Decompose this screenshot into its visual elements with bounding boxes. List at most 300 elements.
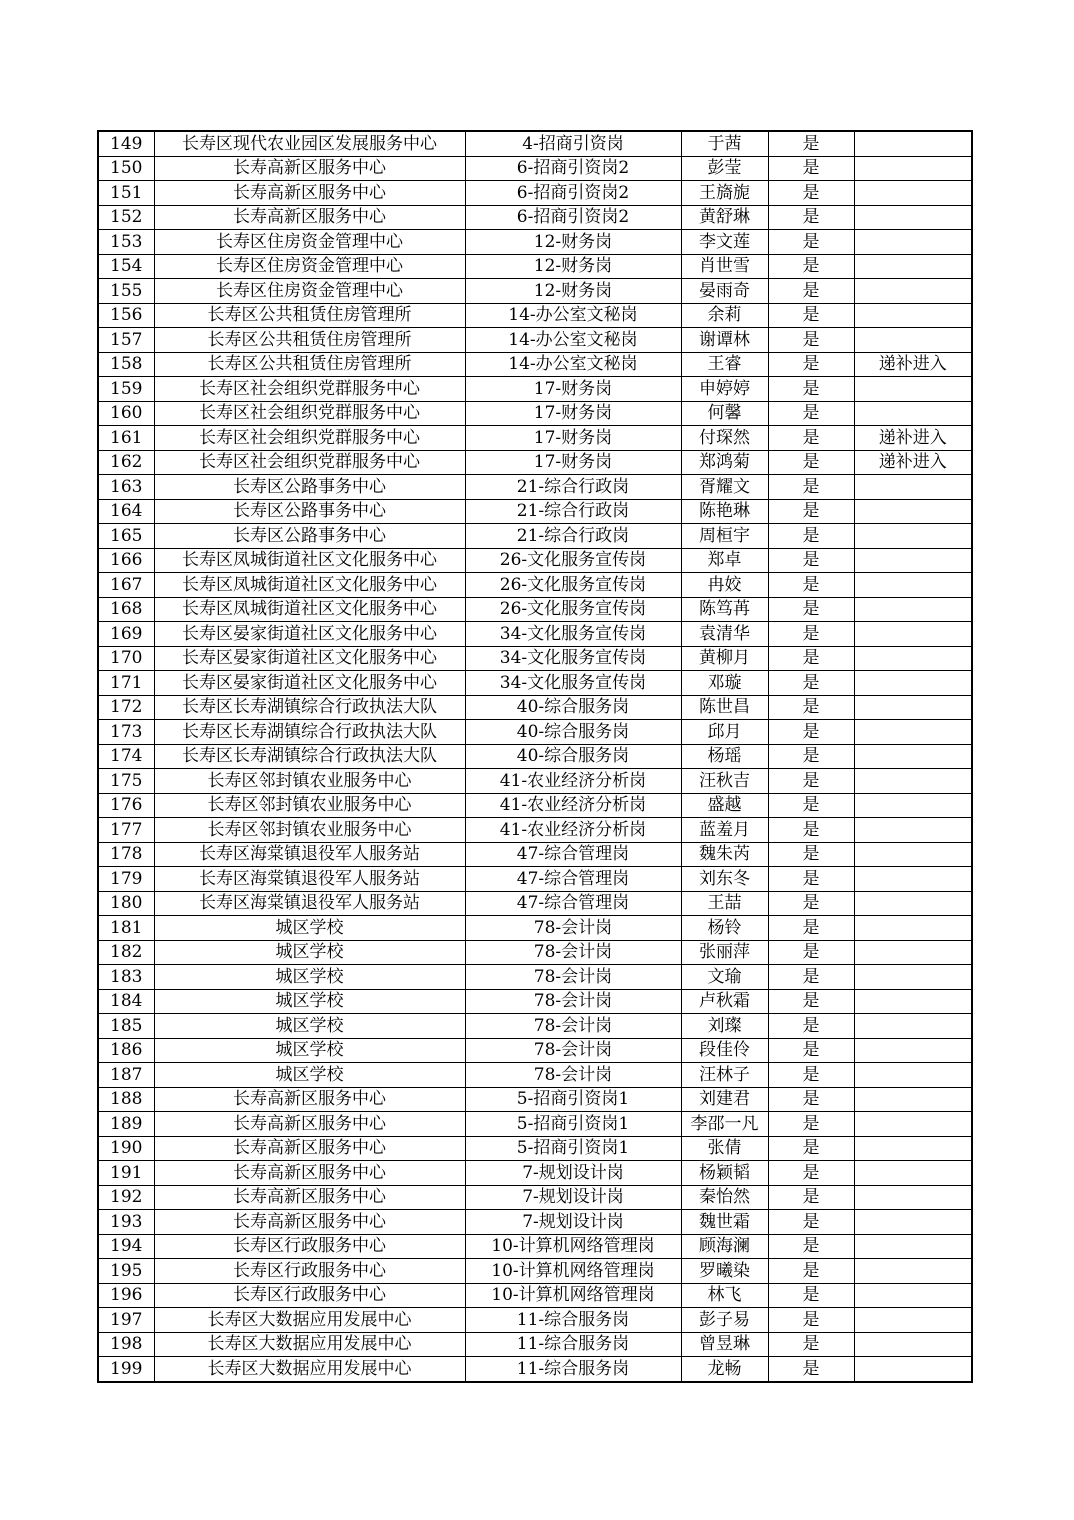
name-cell: 袁清华	[681, 622, 768, 647]
table-row	[98, 131, 972, 156]
remark-cell	[854, 1210, 972, 1235]
remark-cell	[854, 1136, 972, 1161]
remark-cell	[854, 1161, 972, 1186]
row-number-cell: 151	[98, 181, 154, 206]
remark-cell	[854, 328, 972, 353]
qualified-cell: 是	[768, 916, 854, 941]
qualified-cell: 是	[768, 303, 854, 328]
qualified-cell: 是	[768, 891, 854, 916]
position-cell: 10-计算机网络管理岗	[465, 1259, 681, 1284]
row-number-cell: 188	[98, 1087, 154, 1112]
position-cell: 34-文化服务宣传岗	[465, 622, 681, 647]
table-row	[98, 156, 972, 181]
organization-cell: 长寿区邻封镇农业服务中心	[154, 818, 465, 843]
row-number-cell: 156	[98, 303, 154, 328]
roster-sheet	[97, 130, 971, 1383]
remark-cell	[854, 401, 972, 426]
qualified-cell: 是	[768, 646, 854, 671]
organization-cell: 长寿区社会组织党群服务中心	[154, 450, 465, 475]
table-row	[98, 328, 972, 353]
position-cell: 14-办公室文秘岗	[465, 303, 681, 328]
name-cell: 盛越	[681, 793, 768, 818]
organization-cell: 长寿区住房资金管理中心	[154, 254, 465, 279]
table-row	[98, 377, 972, 402]
organization-cell: 长寿区住房资金管理中心	[154, 230, 465, 255]
qualified-cell: 是	[768, 744, 854, 769]
organization-cell: 长寿区大数据应用发展中心	[154, 1332, 465, 1357]
remark-cell	[854, 1063, 972, 1088]
remark-cell	[854, 230, 972, 255]
name-cell: 顾海澜	[681, 1234, 768, 1259]
organization-cell: 城区学校	[154, 1063, 465, 1088]
organization-cell: 长寿区公路事务中心	[154, 524, 465, 549]
qualified-cell: 是	[768, 524, 854, 549]
qualified-cell: 是	[768, 499, 854, 524]
table-row	[98, 499, 972, 524]
qualified-cell: 是	[768, 793, 854, 818]
remark-cell	[854, 303, 972, 328]
remark-cell	[854, 1283, 972, 1308]
name-cell: 谢谭林	[681, 328, 768, 353]
name-cell: 魏朱芮	[681, 842, 768, 867]
row-number-cell: 198	[98, 1332, 154, 1357]
qualified-cell: 是	[768, 1332, 854, 1357]
position-cell: 41-农业经济分析岗	[465, 793, 681, 818]
roster-table-body	[98, 131, 972, 1382]
name-cell: 杨颖韬	[681, 1161, 768, 1186]
remark-cell	[854, 131, 972, 156]
qualified-cell: 是	[768, 720, 854, 745]
row-number-cell: 195	[98, 1259, 154, 1284]
qualified-cell: 是	[768, 1210, 854, 1235]
table-row	[98, 475, 972, 500]
remark-cell: 递补进入	[854, 450, 972, 475]
position-cell: 7-规划设计岗	[465, 1185, 681, 1210]
organization-cell: 长寿区晏家街道社区文化服务中心	[154, 622, 465, 647]
remark-cell	[854, 254, 972, 279]
row-number-cell: 178	[98, 842, 154, 867]
position-cell: 4-招商引资岗	[465, 131, 681, 156]
qualified-cell: 是	[768, 377, 854, 402]
qualified-cell: 是	[768, 1014, 854, 1039]
remark-cell	[854, 916, 972, 941]
name-cell: 冉姣	[681, 573, 768, 598]
name-cell: 付琛然	[681, 426, 768, 451]
row-number-cell: 169	[98, 622, 154, 647]
remark-cell	[854, 156, 972, 181]
row-number-cell: 190	[98, 1136, 154, 1161]
roster-table	[97, 130, 973, 1383]
row-number-cell: 175	[98, 769, 154, 794]
row-number-cell: 164	[98, 499, 154, 524]
position-cell: 78-会计岗	[465, 916, 681, 941]
row-number-cell: 161	[98, 426, 154, 451]
qualified-cell: 是	[768, 156, 854, 181]
remark-cell	[854, 1185, 972, 1210]
name-cell: 龙畅	[681, 1357, 768, 1382]
position-cell: 12-财务岗	[465, 230, 681, 255]
remark-cell	[854, 842, 972, 867]
qualified-cell: 是	[768, 965, 854, 990]
table-row	[98, 1087, 972, 1112]
qualified-cell: 是	[768, 548, 854, 573]
name-cell: 蓝羞月	[681, 818, 768, 843]
qualified-cell: 是	[768, 328, 854, 353]
qualified-cell: 是	[768, 279, 854, 304]
row-number-cell: 193	[98, 1210, 154, 1235]
name-cell: 刘璨	[681, 1014, 768, 1039]
qualified-cell: 是	[768, 1234, 854, 1259]
organization-cell: 城区学校	[154, 916, 465, 941]
qualified-cell: 是	[768, 1063, 854, 1088]
remark-cell	[854, 744, 972, 769]
name-cell: 胥耀文	[681, 475, 768, 500]
name-cell: 邱月	[681, 720, 768, 745]
row-number-cell: 184	[98, 989, 154, 1014]
table-row	[98, 401, 972, 426]
table-row	[98, 352, 972, 377]
table-row	[98, 867, 972, 892]
organization-cell: 长寿区凤城街道社区文化服务中心	[154, 548, 465, 573]
name-cell: 黄舒琳	[681, 205, 768, 230]
name-cell: 周桓宇	[681, 524, 768, 549]
position-cell: 78-会计岗	[465, 989, 681, 1014]
remark-cell	[854, 1308, 972, 1333]
row-number-cell: 186	[98, 1038, 154, 1063]
qualified-cell: 是	[768, 254, 854, 279]
organization-cell: 长寿区凤城街道社区文化服务中心	[154, 573, 465, 598]
name-cell: 陈世昌	[681, 695, 768, 720]
remark-cell	[854, 989, 972, 1014]
row-number-cell: 182	[98, 940, 154, 965]
qualified-cell: 是	[768, 867, 854, 892]
table-row	[98, 1136, 972, 1161]
table-row	[98, 548, 972, 573]
position-cell: 5-招商引资岗1	[465, 1112, 681, 1137]
position-cell: 47-综合管理岗	[465, 891, 681, 916]
name-cell: 汪秋吉	[681, 769, 768, 794]
row-number-cell: 177	[98, 818, 154, 843]
position-cell: 78-会计岗	[465, 940, 681, 965]
organization-cell: 长寿高新区服务中心	[154, 1136, 465, 1161]
position-cell: 6-招商引资岗2	[465, 205, 681, 230]
remark-cell	[854, 891, 972, 916]
table-row	[98, 793, 972, 818]
qualified-cell: 是	[768, 1185, 854, 1210]
row-number-cell: 172	[98, 695, 154, 720]
row-number-cell: 163	[98, 475, 154, 500]
table-row	[98, 1332, 972, 1357]
name-cell: 彭子易	[681, 1308, 768, 1333]
qualified-cell: 是	[768, 818, 854, 843]
table-row	[98, 891, 972, 916]
position-cell: 6-招商引资岗2	[465, 156, 681, 181]
position-cell: 11-综合服务岗	[465, 1357, 681, 1382]
qualified-cell: 是	[768, 695, 854, 720]
qualified-cell: 是	[768, 205, 854, 230]
position-cell: 78-会计岗	[465, 1014, 681, 1039]
table-row	[98, 524, 972, 549]
organization-cell: 长寿区长寿湖镇综合行政执法大队	[154, 720, 465, 745]
position-cell: 21-综合行政岗	[465, 524, 681, 549]
row-number-cell: 165	[98, 524, 154, 549]
remark-cell	[854, 1014, 972, 1039]
qualified-cell: 是	[768, 1161, 854, 1186]
name-cell: 卢秋霜	[681, 989, 768, 1014]
table-row	[98, 940, 972, 965]
position-cell: 10-计算机网络管理岗	[465, 1283, 681, 1308]
position-cell: 21-综合行政岗	[465, 475, 681, 500]
organization-cell: 长寿高新区服务中心	[154, 1185, 465, 1210]
remark-cell	[854, 622, 972, 647]
row-number-cell: 170	[98, 646, 154, 671]
position-cell: 41-农业经济分析岗	[465, 769, 681, 794]
row-number-cell: 179	[98, 867, 154, 892]
table-row	[98, 769, 972, 794]
row-number-cell: 149	[98, 131, 154, 156]
remark-cell	[854, 646, 972, 671]
table-row	[98, 695, 972, 720]
remark-cell	[854, 181, 972, 206]
organization-cell: 长寿高新区服务中心	[154, 205, 465, 230]
organization-cell: 长寿区海棠镇退役军人服务站	[154, 842, 465, 867]
row-number-cell: 189	[98, 1112, 154, 1137]
remark-cell: 递补进入	[854, 426, 972, 451]
organization-cell: 长寿区公共租赁住房管理所	[154, 352, 465, 377]
remark-cell	[854, 279, 972, 304]
table-row	[98, 916, 972, 941]
position-cell: 47-综合管理岗	[465, 867, 681, 892]
organization-cell: 城区学校	[154, 1014, 465, 1039]
row-number-cell: 181	[98, 916, 154, 941]
organization-cell: 长寿区公路事务中心	[154, 499, 465, 524]
row-number-cell: 185	[98, 1014, 154, 1039]
qualified-cell: 是	[768, 1038, 854, 1063]
name-cell: 王睿	[681, 352, 768, 377]
organization-cell: 长寿高新区服务中心	[154, 181, 465, 206]
table-row	[98, 1038, 972, 1063]
remark-cell	[854, 475, 972, 500]
table-row	[98, 1234, 972, 1259]
name-cell: 李邵一凡	[681, 1112, 768, 1137]
qualified-cell: 是	[768, 573, 854, 598]
organization-cell: 长寿区行政服务中心	[154, 1283, 465, 1308]
position-cell: 5-招商引资岗1	[465, 1136, 681, 1161]
table-row	[98, 744, 972, 769]
table-row	[98, 205, 972, 230]
table-row	[98, 622, 972, 647]
remark-cell	[854, 940, 972, 965]
remark-cell	[854, 818, 972, 843]
position-cell: 6-招商引资岗2	[465, 181, 681, 206]
organization-cell: 长寿区社会组织党群服务中心	[154, 426, 465, 451]
name-cell: 王旖旎	[681, 181, 768, 206]
position-cell: 10-计算机网络管理岗	[465, 1234, 681, 1259]
organization-cell: 长寿高新区服务中心	[154, 1210, 465, 1235]
row-number-cell: 191	[98, 1161, 154, 1186]
organization-cell: 长寿区邻封镇农业服务中心	[154, 769, 465, 794]
qualified-cell: 是	[768, 131, 854, 156]
name-cell: 郑卓	[681, 548, 768, 573]
table-row	[98, 1357, 972, 1382]
organization-cell: 长寿区大数据应用发展中心	[154, 1357, 465, 1382]
name-cell: 杨瑶	[681, 744, 768, 769]
remark-cell	[854, 965, 972, 990]
organization-cell: 长寿高新区服务中心	[154, 1087, 465, 1112]
qualified-cell: 是	[768, 940, 854, 965]
remark-cell	[854, 1357, 972, 1382]
remark-cell	[854, 1332, 972, 1357]
qualified-cell: 是	[768, 597, 854, 622]
name-cell: 刘建君	[681, 1087, 768, 1112]
position-cell: 26-文化服务宣传岗	[465, 548, 681, 573]
organization-cell: 长寿区晏家街道社区文化服务中心	[154, 646, 465, 671]
qualified-cell: 是	[768, 989, 854, 1014]
row-number-cell: 173	[98, 720, 154, 745]
qualified-cell: 是	[768, 426, 854, 451]
position-cell: 26-文化服务宣传岗	[465, 573, 681, 598]
table-row	[98, 303, 972, 328]
organization-cell: 长寿区大数据应用发展中心	[154, 1308, 465, 1333]
name-cell: 张丽萍	[681, 940, 768, 965]
qualified-cell: 是	[768, 230, 854, 255]
table-row	[98, 254, 972, 279]
name-cell: 郑鸿菊	[681, 450, 768, 475]
table-row	[98, 842, 972, 867]
table-row	[98, 1283, 972, 1308]
organization-cell: 长寿区公路事务中心	[154, 475, 465, 500]
row-number-cell: 168	[98, 597, 154, 622]
position-cell: 14-办公室文秘岗	[465, 328, 681, 353]
organization-cell: 长寿区晏家街道社区文化服务中心	[154, 671, 465, 696]
organization-cell: 长寿区行政服务中心	[154, 1234, 465, 1259]
name-cell: 晏雨奇	[681, 279, 768, 304]
table-row	[98, 1063, 972, 1088]
organization-cell: 长寿区海棠镇退役军人服务站	[154, 891, 465, 916]
row-number-cell: 192	[98, 1185, 154, 1210]
qualified-cell: 是	[768, 1357, 854, 1382]
row-number-cell: 180	[98, 891, 154, 916]
position-cell: 11-综合服务岗	[465, 1308, 681, 1333]
remark-cell	[854, 499, 972, 524]
remark-cell	[854, 205, 972, 230]
organization-cell: 长寿高新区服务中心	[154, 1112, 465, 1137]
organization-cell: 城区学校	[154, 965, 465, 990]
position-cell: 12-财务岗	[465, 279, 681, 304]
row-number-cell: 187	[98, 1063, 154, 1088]
name-cell: 彭莹	[681, 156, 768, 181]
organization-cell: 长寿高新区服务中心	[154, 156, 465, 181]
table-row	[98, 1185, 972, 1210]
position-cell: 14-办公室文秘岗	[465, 352, 681, 377]
table-row	[98, 1014, 972, 1039]
row-number-cell: 162	[98, 450, 154, 475]
row-number-cell: 171	[98, 671, 154, 696]
organization-cell: 长寿区公共租赁住房管理所	[154, 328, 465, 353]
remark-cell: 递补进入	[854, 352, 972, 377]
row-number-cell: 183	[98, 965, 154, 990]
organization-cell: 长寿区长寿湖镇综合行政执法大队	[154, 695, 465, 720]
name-cell: 陈笃苒	[681, 597, 768, 622]
remark-cell	[854, 1234, 972, 1259]
qualified-cell: 是	[768, 1136, 854, 1161]
qualified-cell: 是	[768, 475, 854, 500]
qualified-cell: 是	[768, 622, 854, 647]
row-number-cell: 154	[98, 254, 154, 279]
name-cell: 刘东冬	[681, 867, 768, 892]
remark-cell	[854, 867, 972, 892]
remark-cell	[854, 720, 972, 745]
name-cell: 申婷婷	[681, 377, 768, 402]
table-row	[98, 671, 972, 696]
row-number-cell: 150	[98, 156, 154, 181]
row-number-cell: 157	[98, 328, 154, 353]
name-cell: 余莉	[681, 303, 768, 328]
row-number-cell: 160	[98, 401, 154, 426]
row-number-cell: 194	[98, 1234, 154, 1259]
name-cell: 张倩	[681, 1136, 768, 1161]
organization-cell: 长寿区行政服务中心	[154, 1259, 465, 1284]
remark-cell	[854, 1087, 972, 1112]
organization-cell: 长寿区公共租赁住房管理所	[154, 303, 465, 328]
table-row	[98, 646, 972, 671]
organization-cell: 长寿区海棠镇退役军人服务站	[154, 867, 465, 892]
organization-cell: 长寿区社会组织党群服务中心	[154, 377, 465, 402]
name-cell: 罗曦染	[681, 1259, 768, 1284]
qualified-cell: 是	[768, 1259, 854, 1284]
position-cell: 41-农业经济分析岗	[465, 818, 681, 843]
table-row	[98, 818, 972, 843]
name-cell: 魏世霜	[681, 1210, 768, 1235]
name-cell: 曾昱琳	[681, 1332, 768, 1357]
name-cell: 杨铃	[681, 916, 768, 941]
name-cell: 王喆	[681, 891, 768, 916]
qualified-cell: 是	[768, 769, 854, 794]
position-cell: 40-综合服务岗	[465, 744, 681, 769]
table-row	[98, 1161, 972, 1186]
row-number-cell: 196	[98, 1283, 154, 1308]
qualified-cell: 是	[768, 401, 854, 426]
remark-cell	[854, 793, 972, 818]
position-cell: 34-文化服务宣传岗	[465, 671, 681, 696]
organization-cell: 长寿区凤城街道社区文化服务中心	[154, 597, 465, 622]
remark-cell	[854, 377, 972, 402]
name-cell: 于茜	[681, 131, 768, 156]
table-row	[98, 426, 972, 451]
table-row	[98, 720, 972, 745]
position-cell: 34-文化服务宣传岗	[465, 646, 681, 671]
organization-cell: 城区学校	[154, 940, 465, 965]
position-cell: 26-文化服务宣传岗	[465, 597, 681, 622]
position-cell: 7-规划设计岗	[465, 1161, 681, 1186]
position-cell: 17-财务岗	[465, 450, 681, 475]
remark-cell	[854, 1038, 972, 1063]
table-row	[98, 1112, 972, 1137]
remark-cell	[854, 548, 972, 573]
organization-cell: 长寿区邻封镇农业服务中心	[154, 793, 465, 818]
qualified-cell: 是	[768, 671, 854, 696]
position-cell: 17-财务岗	[465, 377, 681, 402]
name-cell: 邓璇	[681, 671, 768, 696]
row-number-cell: 152	[98, 205, 154, 230]
table-row	[98, 230, 972, 255]
remark-cell	[854, 597, 972, 622]
position-cell: 12-财务岗	[465, 254, 681, 279]
position-cell: 40-综合服务岗	[465, 695, 681, 720]
remark-cell	[854, 573, 972, 598]
qualified-cell: 是	[768, 450, 854, 475]
table-row	[98, 597, 972, 622]
